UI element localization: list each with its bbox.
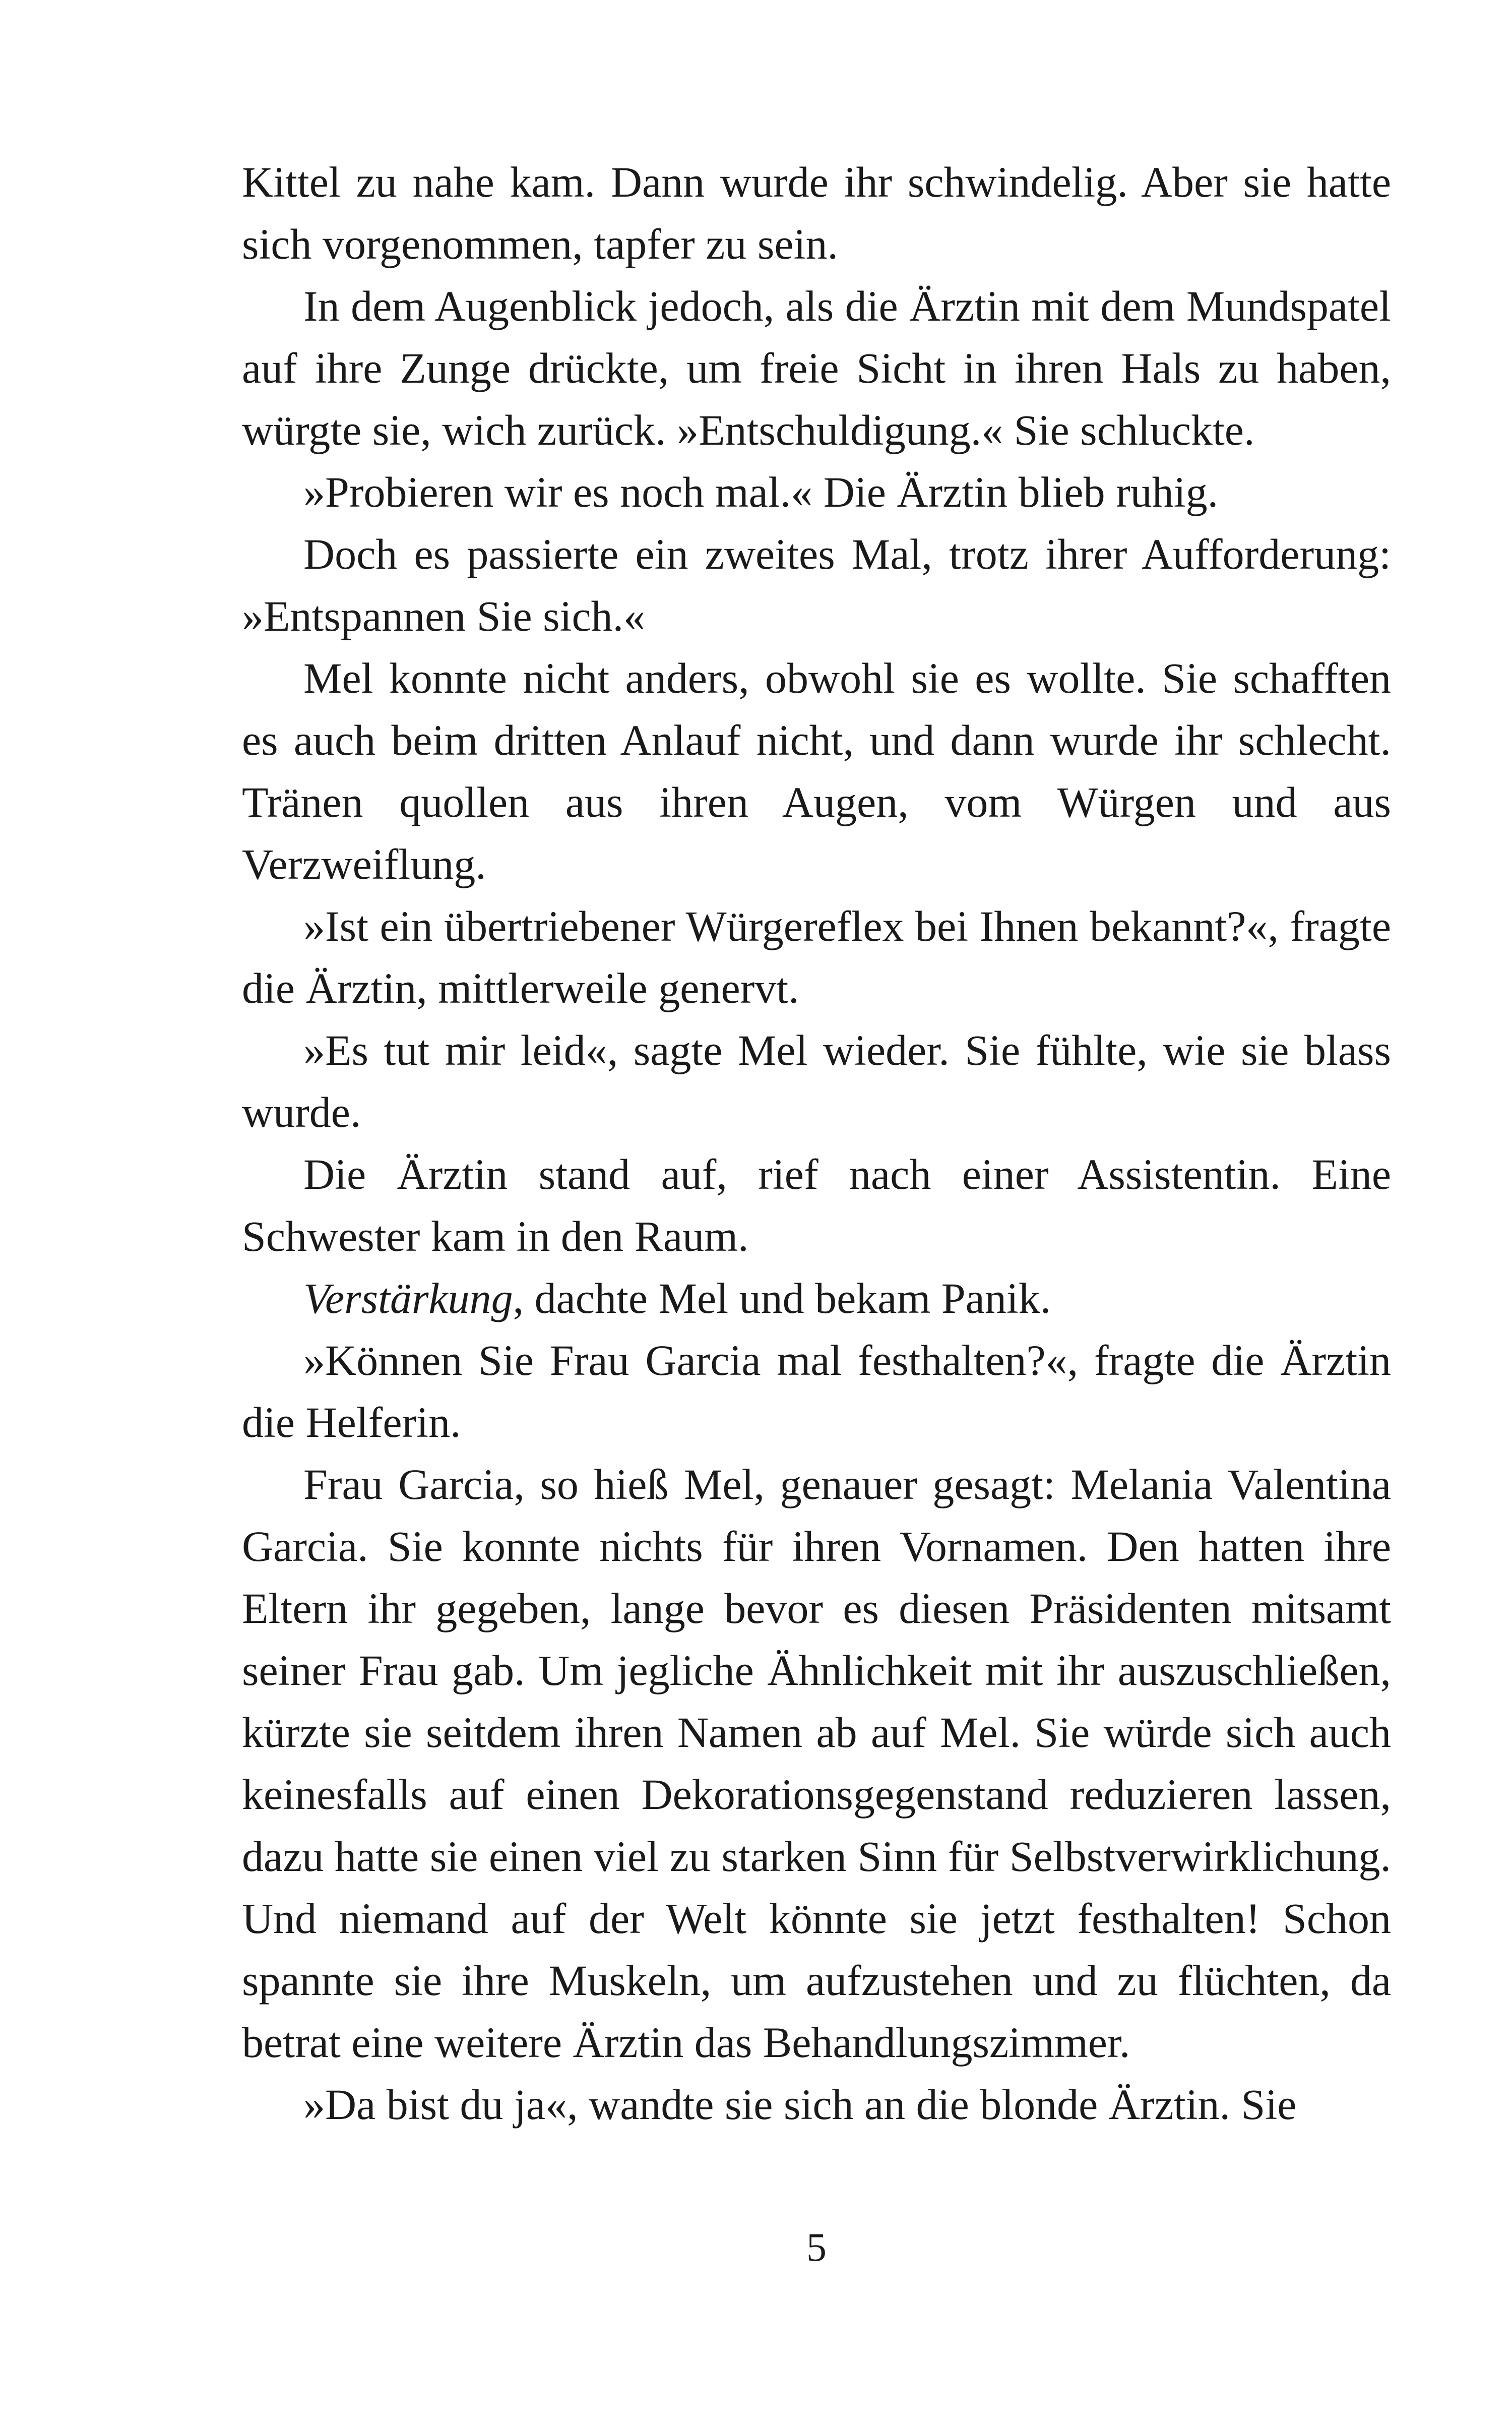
text-segment: »Können Sie Frau Garcia mal festhalten?«, fragte die Ärztin die Helferin. bbox=[242, 1336, 1391, 1446]
italic-text: Verstärkung bbox=[303, 1274, 513, 1322]
paragraph bbox=[242, 647, 1391, 895]
paragraph bbox=[242, 523, 1391, 647]
paragraph bbox=[242, 1454, 1391, 2074]
text-segment: In dem Augenblick jedoch, als die Ärztin mit dem Mundspatel auf ihre Zunge drückte, um freie Sicht in ihren Hals zu haben, würgte sie, wich zurück. »Entschuldigung.« Sie schluckte. bbox=[242, 282, 1391, 454]
paragraph bbox=[242, 1267, 1391, 1329]
text-segment: , dachte Mel und bekam Panik. bbox=[513, 1274, 1051, 1322]
page-number: 5 bbox=[806, 2225, 827, 2270]
text-segment: »Da bist du ja«, wandte sie sich an die blonde Ärztin. Sie bbox=[303, 2080, 1297, 2129]
text-segment: Doch es passierte ein zweites Mal, trotz ihrer Aufforderung: »Entspannen Sie sich.« bbox=[242, 530, 1391, 640]
paragraph bbox=[242, 1019, 1391, 1143]
book-page bbox=[242, 151, 1391, 2136]
body-text bbox=[242, 151, 1391, 2136]
text-segment: Mel konnte nicht anders, obwohl sie es wollte. Sie schafften es auch beim dritten Anlauf nicht, und dann wurde ihr schlecht. Tränen quollen aus ihren Augen, vom Würgen und aus Verzweiflung. bbox=[242, 654, 1391, 888]
paragraph bbox=[242, 2074, 1391, 2136]
text-segment: »Ist ein übertriebener Würgereflex bei Ihnen bekannt?«, fragte die Ärztin, mittlerweile genervt. bbox=[242, 902, 1391, 1012]
paragraph bbox=[242, 1329, 1391, 1454]
paragraph bbox=[242, 895, 1391, 1019]
text-segment: »Es tut mir leid«, sagte Mel wieder. Sie fühlte, wie sie blass wurde. bbox=[242, 1026, 1391, 1136]
paragraph bbox=[242, 275, 1391, 461]
text-segment: Kittel zu nahe kam. Dann wurde ihr schwindelig. Aber sie hatte sich vorgenommen, tapfer zu sein. bbox=[242, 158, 1391, 268]
text-segment: Die Ärztin stand auf, rief nach einer Assistentin. Eine Schwester kam in den Raum. bbox=[242, 1150, 1391, 1260]
text-segment: Frau Garcia, so hieß Mel, genauer gesagt: Melania Valentina Garcia. Sie konnte nichts für ihren Vornamen. Den hatten ihre Eltern ihr gegeben, lange bevor es diesen Präsidenten mitsamt seiner Frau gab. Um jegliche Ähnlichkeit mit ihr auszuschließen, kürzte sie seitdem ihren Namen ab auf Mel. Sie würde sich auch keinesfalls auf einen Dekorationsgegenstand reduzieren lassen, dazu hatte sie einen viel zu starken Sinn für Selbstverwirklichung. Und niemand auf der Welt könnte sie jetzt festhalten! Schon spannte sie ihre Muskeln, um aufzustehen und zu flüchten, da betrat eine weitere Ärztin das Behandlungszimmer. bbox=[242, 1460, 1391, 2067]
paragraph bbox=[242, 151, 1391, 275]
text-segment: »Probieren wir es noch mal.« Die Ärztin blieb ruhig. bbox=[303, 468, 1219, 516]
paragraph bbox=[242, 461, 1391, 523]
paragraph bbox=[242, 1143, 1391, 1267]
